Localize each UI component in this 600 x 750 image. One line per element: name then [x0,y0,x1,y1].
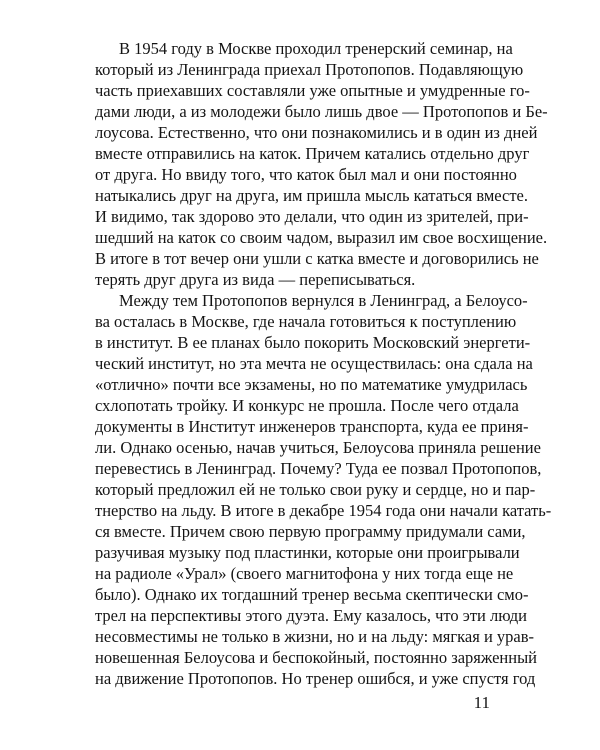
text-line: терять друг друга из вида — переписываться. [95,270,416,289]
text-line: лоусова. Естественно, что они познакомились и в один из дней [95,123,538,142]
text-line: разучивая музыку под пластинки, которые они проигрывали [95,543,520,562]
text-line: натыкались друг на друга, им пришла мысль кататься вместе. [95,186,529,205]
text-line: ся вместе. Причем свою первую программу придумали сами, [95,522,526,541]
text-line: в институт. В ее планах было покорить Московский энергети- [95,333,531,352]
text-line: было). Однако их тогдашний тренер весьма скептически смо- [95,585,529,604]
page-number: 11 [473,693,490,712]
text-line: ли. Однако осенью, начав учиться, Белоусова приняла решение [95,438,541,457]
text-line: который из Ленинграда приехал Протопопов. Подавляющую [95,60,524,79]
text-line: И видимо, так здорово это делали, что один из зрителей, при- [95,207,529,226]
text-line: документы в Институт инженеров транспорта, куда ее приня- [95,417,529,436]
text-line: «отлично» почти все экзамены, но по математике умудрилась [95,375,528,394]
text-line: перевестись в Ленинград. Почему? Туда ее позвал Протопопов, [95,459,542,478]
text-line: ва осталась в Москве, где начала готовиться к поступлению [95,312,517,331]
text-line: шедший на каток со своим чадом, выразил им свое восхищение. [95,228,548,247]
text-line: ческий институт, но эта мечта не осуществилась: она сдала на [95,354,533,373]
text-line: который предложил ей не только свои руку и сердце, но и пар- [95,480,536,499]
text-line: В итоге в тот вечер они ушли с катка вместе и договорились не [95,249,539,268]
text-line: на движение Протопопов. Но тренер ошибся, и уже спустя год [95,669,536,688]
text-line: трел на перспективы этого дуэта. Ему казалось, что эти люди [95,606,527,625]
text-line: несовместимы не только в жизни, но и на льду: мягкая и урав- [95,627,535,646]
text-line: тнерство на льду. В итоге в декабре 1954 года они начали катать- [95,501,552,520]
text-line: часть приехавших составляли уже опытные и умудренные го- [95,81,530,100]
text-line: схлопотать тройку. И конкурс не прошла. После чего отдала [95,396,519,415]
text-line: вместе отправились на каток. Причем катались отдельно друг [95,144,530,163]
text-line: дами люди, а из молодежи было лишь двое — Протопопов и Бе- [95,102,548,121]
text-line: от друга. Но ввиду того, что каток был мал и они постоянно [95,165,517,184]
text-line: новешенная Белоусова и беспокойный, постоянно заряженный [95,648,537,667]
text-line: на радиоле «Урал» (своего магнитофона у них тогда еще не [95,564,514,583]
text-line: В 1954 году в Москве проходил тренерский семинар, на [119,39,513,58]
text-line: Между тем Протопопов вернулся в Ленинград, а Белоусо- [119,291,528,310]
